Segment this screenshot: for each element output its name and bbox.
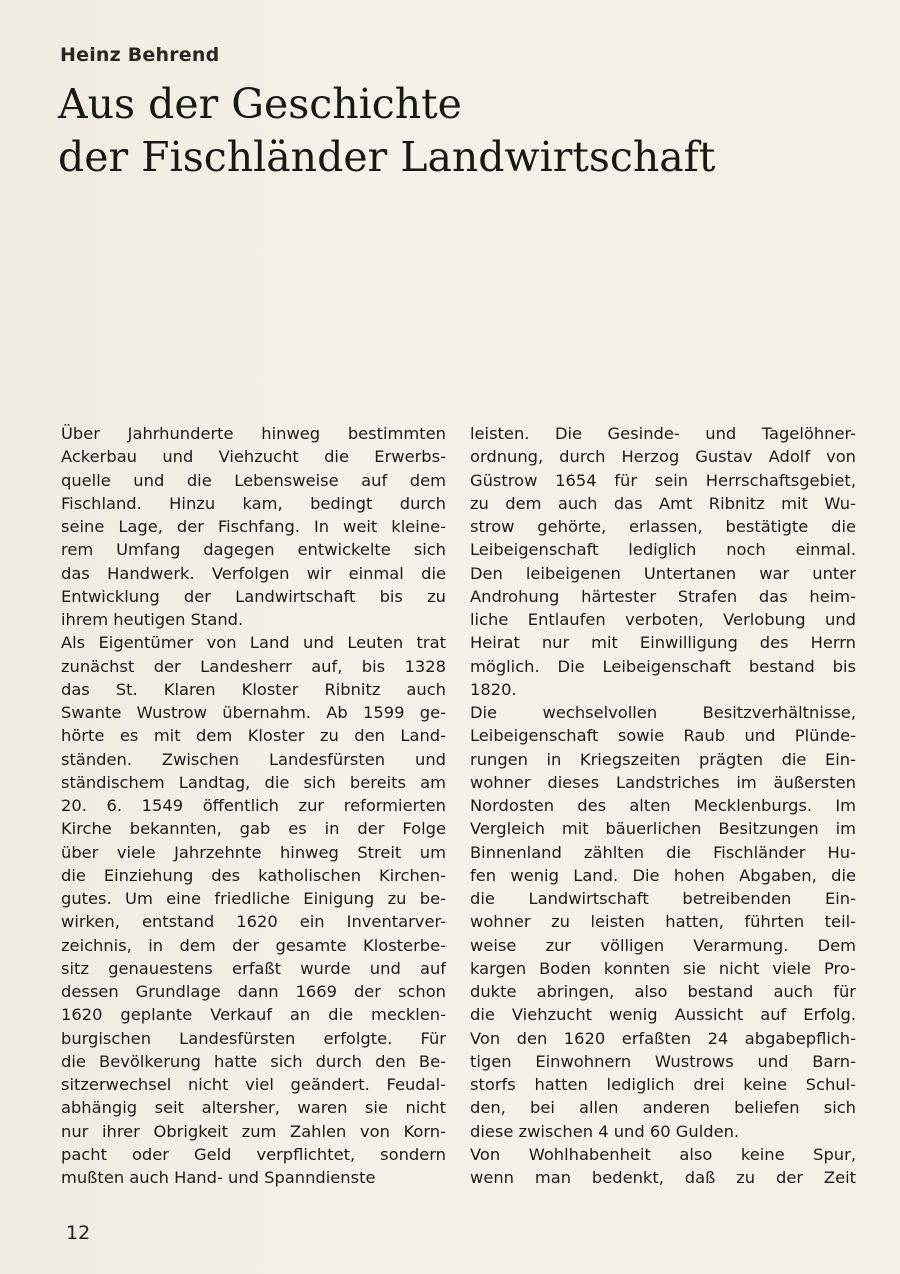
text-line: dessen Grundlage dann 1669 der schon xyxy=(61,982,446,1001)
text-line: Kirche bekannten, gab es in der Folge xyxy=(61,819,446,839)
text-line: das St. Klaren Kloster Ribnitz auch xyxy=(61,679,446,699)
page-number: 12 xyxy=(66,1222,91,1244)
text-line: liche Entlaufen verboten, Verlobung und xyxy=(470,610,856,629)
text-line: Leibeigenschaft lediglich noch einmal. xyxy=(470,540,856,560)
text-line: 1620 geplante Verkauf an die mecklen- xyxy=(61,1005,446,1025)
text-line: hörte es mit dem Kloster zu den Land- xyxy=(61,726,446,746)
text-line: zunächst der Landesherr auf, bis 1328 xyxy=(61,656,446,676)
text-column-right xyxy=(470,422,856,1189)
text-line: ihrem heutigen Stand. xyxy=(61,610,244,629)
text-line: Heirat nur mit Einwilligung des Herrn xyxy=(470,633,856,653)
text-line: sitz genauestens erfaßt wurde und auf xyxy=(61,958,446,978)
text-line: Über Jahrhunderte hinweg bestimmten xyxy=(61,424,446,443)
text-line: die Viehzucht wenig Aussicht auf Erfolg. xyxy=(470,1005,856,1025)
text-line: wenn man bedenkt, daß zu der Zeit xyxy=(470,1168,856,1187)
text-line: wirken, entstand 1620 ein Inventarver- xyxy=(61,912,446,932)
text-line: Von den 1620 erfaßten 24 abgabepflich- xyxy=(470,1028,856,1048)
text-line: tigen Einwohnern Wustrows und Barn- xyxy=(470,1051,856,1071)
text-line: rungen in Kriegszeiten prägten die Ein- xyxy=(470,749,856,769)
text-line: die Landwirtschaft betreibenden Ein- xyxy=(470,889,856,908)
text-line: fen wenig Land. Die hohen Abgaben, die xyxy=(470,865,856,885)
text-line: Androhung härtester Strafen das heim- xyxy=(470,586,856,606)
text-line: wohner dieses Landstriches im äußersten xyxy=(470,772,856,792)
text-line: Binnenland zählten die Fischländer Hu- xyxy=(470,842,856,862)
text-line: strow gehörte, erlassen, bestätigte die xyxy=(470,517,856,536)
author-name: Heinz Behrend xyxy=(60,44,220,66)
title-line-2: der Fischländer Landwirtschaft xyxy=(58,133,716,181)
text-line: ordnung, durch Herzog Gustav Adolf von xyxy=(470,447,856,467)
text-line: die Bevölkerung hatte sich durch den Be- xyxy=(61,1051,446,1071)
text-line: Ackerbau und Viehzucht die Erwerbs- xyxy=(61,447,446,467)
text-line: quelle und die Lebensweise auf dem xyxy=(61,470,446,490)
text-line: diese zwischen 4 und 60 Gulden. xyxy=(470,1121,740,1141)
text-line: Als Eigentümer von Land und Leuten trat xyxy=(61,633,446,653)
text-line: Fischland. Hinzu kam, bedingt durch xyxy=(61,493,446,513)
text-line: den, bei allen anderen beliefen sich xyxy=(470,1098,856,1118)
text-line: Entwicklung der Landwirtschaft bis zu xyxy=(61,586,446,606)
text-line: zeichnis, in dem der gesamte Klosterbe- xyxy=(61,935,446,955)
text-line: ständischem Landtag, die sich bereits am xyxy=(61,772,446,792)
text-line: mußten auch Hand- und Spanndienste xyxy=(61,1168,376,1187)
text-line: ständen. Zwischen Landesfürsten und xyxy=(61,749,446,769)
text-line: sitzerwechsel nicht viel geändert. Feudal- xyxy=(61,1075,446,1094)
text-line: nur ihrer Obrigkeit zum Zahlen von Korn- xyxy=(61,1121,446,1141)
title-line-1: Aus der Geschichte xyxy=(58,80,462,128)
text-line: gutes. Um eine friedliche Einigung zu be- xyxy=(61,889,446,908)
text-line: wohner zu leisten hatten, führten teil- xyxy=(470,912,856,932)
text-line: Den leibeigenen Untertanen war unter xyxy=(470,563,856,583)
text-line: zu dem auch das Amt Ribnitz mit Wu- xyxy=(470,493,856,513)
text-line: Güstrow 1654 für sein Herrschaftsgebiet, xyxy=(470,470,856,490)
text-line: burgischen Landesfürsten erfolgte. Für xyxy=(61,1028,446,1048)
text-line: seine Lage, der Fischfang. In weit kleine- xyxy=(61,517,446,536)
text-line: möglich. Die Leibeigenschaft bestand bis xyxy=(470,656,856,676)
text-line: Die wechselvollen Besitzverhältnisse, xyxy=(470,703,856,722)
text-line: Vergleich mit bäuerlichen Besitzungen im xyxy=(470,819,856,839)
text-line: Nordosten des alten Mecklenburgs. Im xyxy=(470,796,856,815)
text-line: leisten. Die Gesinde- und Tagelöhner- xyxy=(470,424,856,443)
text-line: die Einziehung des katholischen Kirchen- xyxy=(61,865,446,885)
text-line: abhängig seit altersher, waren sie nicht xyxy=(61,1098,446,1118)
text-line: 1820. xyxy=(470,679,517,699)
text-line: rem Umfang dagegen entwickelte sich xyxy=(61,540,446,560)
text-line: storfs hatten lediglich drei keine Schul- xyxy=(470,1075,856,1094)
article-title xyxy=(58,78,878,184)
text-line: pacht oder Geld verpflichtet, sondern xyxy=(61,1144,446,1164)
text-line: das Handwerk. Verfolgen wir einmal die xyxy=(61,563,446,583)
text-column-left xyxy=(61,422,446,1189)
text-line: Von Wohlhabenheit also keine Spur, xyxy=(470,1144,856,1164)
text-line: dukte abringen, also bestand auch für xyxy=(470,982,856,1001)
text-line: 20. 6. 1549 öffentlich zur reformierten xyxy=(61,796,446,815)
text-line: Leibeigenschaft sowie Raub und Plünde- xyxy=(470,726,856,746)
text-line: weise zur völligen Verarmung. Dem xyxy=(470,935,856,955)
text-line: kargen Boden konnten sie nicht viele Pro- xyxy=(470,958,856,978)
text-line: über viele Jahrzehnte hinweg Streit um xyxy=(61,842,446,862)
text-line: Swante Wustrow übernahm. Ab 1599 ge- xyxy=(61,703,446,722)
